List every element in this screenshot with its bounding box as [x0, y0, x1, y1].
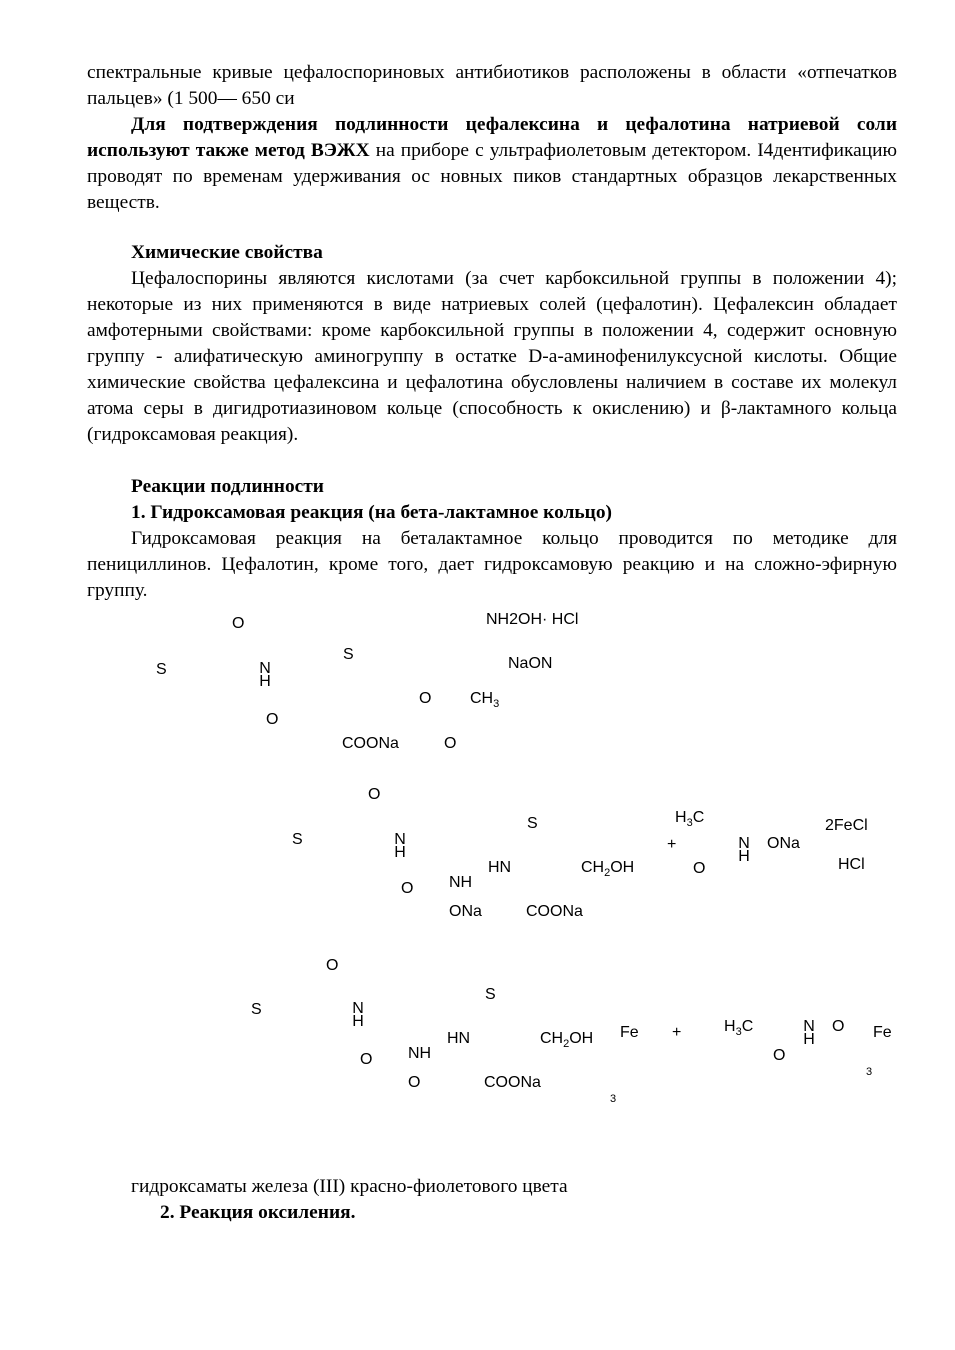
scheme3-plus: + — [672, 1024, 682, 1041]
scheme2-ch2oh: $CH_2OH$ — [581, 859, 635, 880]
scheme1-o-carbonyl: O — [266, 711, 279, 728]
scheme3-nh-amide: NH — [408, 1045, 432, 1062]
scheme3-fe-left: Fe — [620, 1024, 639, 1041]
scheme1-nh: N H — [259, 660, 271, 690]
scheme1-o-top: O — [232, 615, 245, 632]
scheme3-fe-right: Fe — [873, 1024, 892, 1041]
scheme3-h3c: $H_3C$ — [724, 1018, 754, 1039]
scheme1-reagent-hydroxylamine: NH2OH· HCl — [486, 611, 579, 628]
scheme1-s-left: S — [156, 661, 167, 678]
paragraph-chemical-properties: Цефалоспорины являются кислотами (за счет карбоксильной группы в положении 4); некоторые из них применяются в виде натриевых солей (цефалотин). Цефалексин обладает амфотерными свойствами: кроме карбоксильной группы в положении 4, содержит основную группу - алифатическую аминогруппу в остатке D-а-аминофенилуксусной кислоты. Общие химические свойства цефалексина и цефалотина обусловлены наличием в составе их молекул атома серы в дигидротиазиновом кольце (способность к окислению) и β-лактамного кольца (гидроксамовая реакция). — [87, 268, 897, 445]
scheme3-ch2oh: $CH_2OH$ — [540, 1030, 594, 1051]
scheme2-s-ring: S — [527, 815, 538, 832]
scheme2-nh-right: N H — [738, 835, 750, 865]
scheme2-o-right: O — [693, 860, 706, 877]
scheme2-s-left: S — [292, 831, 303, 848]
scheme2-hn: HN — [488, 859, 512, 876]
scheme3-o-right: O — [832, 1018, 845, 1035]
scheme2-h3c: $H_3C$ — [675, 809, 705, 830]
heading-oxidation-reaction: 2. Реакция оксиления. — [160, 1202, 356, 1223]
scheme3-coona: COONa — [484, 1074, 541, 1091]
scheme2-hcl: HCl — [838, 856, 865, 873]
scheme2-ona-right: ONa — [767, 835, 800, 852]
scheme1-o-ester: O — [419, 690, 432, 707]
scheme1-s-ring: S — [343, 646, 354, 663]
heading-chemical-properties: Химические свойства — [131, 242, 323, 263]
paragraph-hplc-rest: на приборе с ультрафиолетовым детектором. I4дентификацию проводят по временам удерживания ос новных пиков стандартных образцов лекарственных веществ. — [87, 140, 897, 213]
scheme3-nh: N H — [352, 1000, 364, 1030]
scheme1-o-ester2: O — [444, 735, 457, 752]
heading-identity-reactions: Реакции подлинности — [131, 476, 324, 497]
scheme2-nh-amide: NH — [449, 874, 473, 891]
scheme3-o-mid: O — [773, 1047, 786, 1064]
scheme3-o-carbonyl: O — [360, 1051, 373, 1068]
scheme2-coona: COONa — [526, 903, 583, 920]
scheme3-s-ring: S — [485, 986, 496, 1003]
caption-iron-hydroxamates: гидроксаматы железа (III) красно-фиолетового цвета — [131, 1176, 568, 1197]
scheme1-coona: COONa — [342, 735, 399, 752]
scheme2-o-carbonyl: O — [401, 880, 414, 897]
scheme3-hn: HN — [447, 1030, 471, 1047]
paragraph-hydroxamic: Гидроксамовая реакция на беталактамное кольцо проводится по методике для пенициллинов. Цефалотин, кроме того, дает гидроксамовую реакцию и на сложно-эфирную группу. — [87, 528, 897, 601]
scheme2-nh: N H — [394, 831, 406, 861]
scheme1-reagent-naoh: NaON — [508, 655, 553, 672]
paragraph-spectra: спектральные кривые цефалоспориновых антибиотиков расположены в области «отпечатков пальцев» (1 500— 650 си — [87, 62, 897, 109]
paragraph-hplc-bold: Для подтверждения подлинности цефалексина и цефалотина натриевой соли используют также метод ВЭЖХ — [87, 114, 897, 161]
scheme3-o-low: O — [408, 1074, 421, 1091]
scheme3-nh-right: N H — [803, 1018, 815, 1048]
paragraph-hplc — [87, 112, 897, 216]
scheme3-sub3-low: 3 — [610, 1093, 617, 1105]
scheme3-s-left: S — [251, 1001, 262, 1018]
scheme2-o-top: O — [368, 786, 381, 803]
scheme2-ona-low: ONa — [449, 903, 482, 920]
scheme3-sub3-right: 3 — [866, 1066, 873, 1078]
scheme3-o-top: O — [326, 957, 339, 974]
heading-hydroxamic-reaction: 1. Гидроксамовая реакция (на бета-лактамное кольцо) — [131, 502, 612, 523]
scheme2-plus: + — [667, 836, 677, 853]
scheme1-ch3: $CH_3$ — [470, 690, 500, 711]
scheme2-fecl: 2FeCl — [825, 817, 868, 834]
